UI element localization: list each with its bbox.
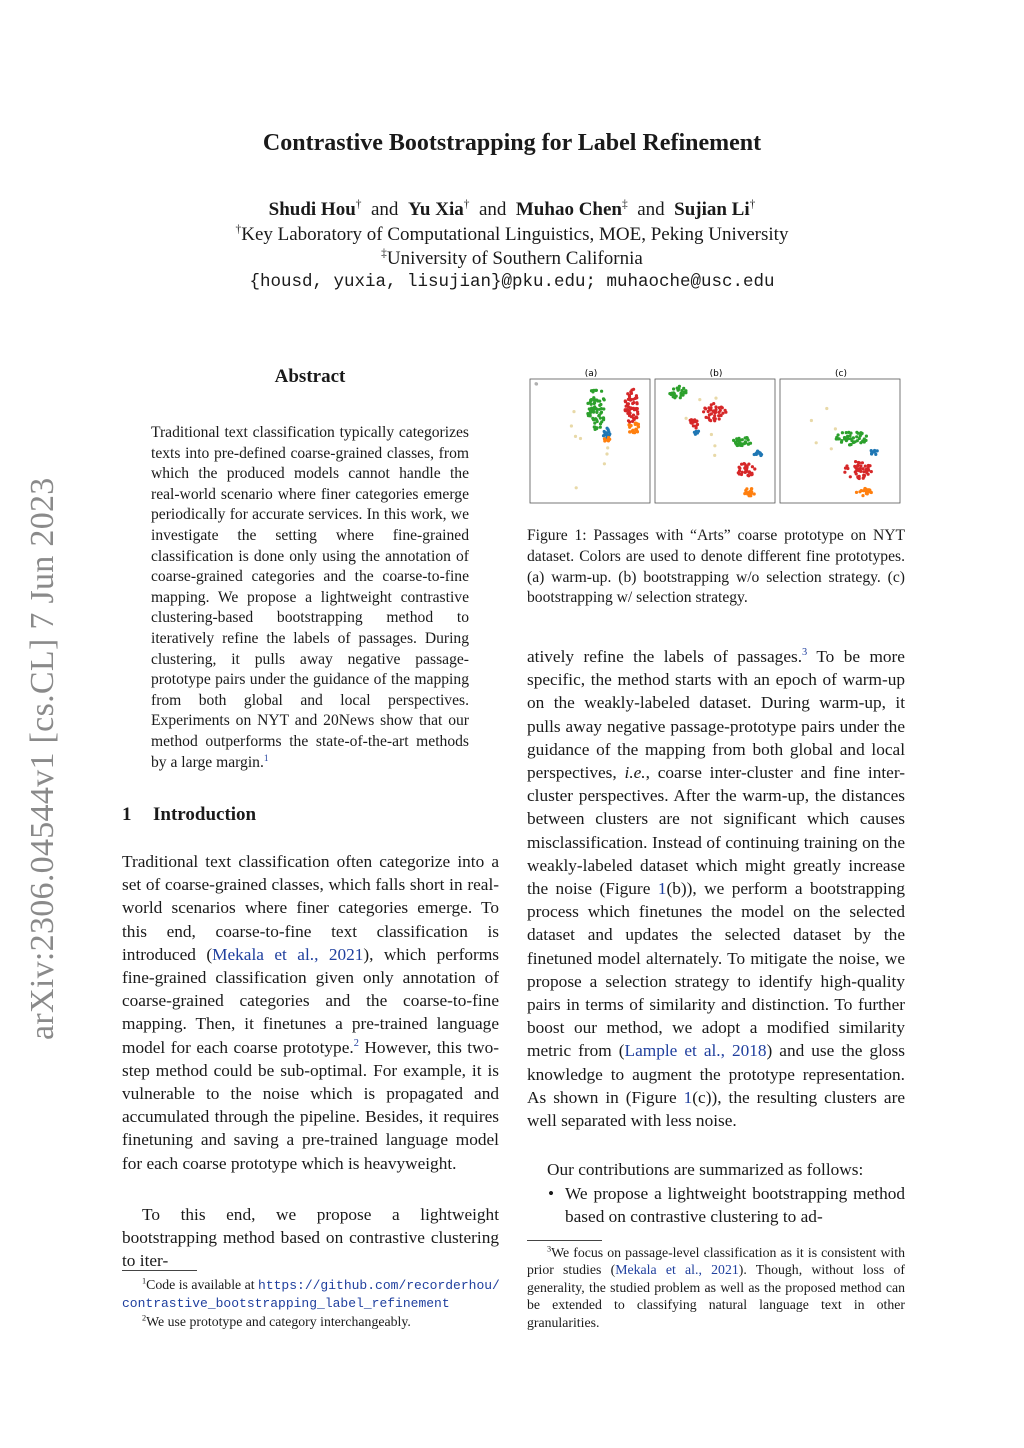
point-red [854,460,857,463]
footnote-divider [122,1270,197,1271]
point-noise [606,446,609,449]
point-green [590,389,593,392]
point-red [709,406,712,409]
point-red [627,398,630,401]
citation-link[interactable]: Lample et al., 2018 [624,1041,767,1061]
point-teal [753,453,756,456]
point-green [599,412,602,415]
point-red [703,407,706,410]
point-red [694,420,697,423]
point-noise [535,382,538,385]
point-red [713,410,716,413]
point-green [592,411,595,414]
point-red [721,412,724,415]
footnote-text: ). Though, without loss of generality, the studied problem as well as the proposed method can be extended to classifying natural language text in other granularities. [527,1262,906,1330]
affiliation-mark: † [235,223,242,236]
point-green [738,439,741,442]
point-green [600,390,603,393]
point-red [631,420,634,423]
point-red [737,471,740,474]
point-green [849,437,852,440]
point-orange [635,422,638,425]
point-green [593,402,596,405]
point-red [744,471,747,474]
point-red [745,464,748,467]
abstract-text: Traditional text classification typically categorizes texts into pre-defined coarse-grained classes, from which the produced models cannot handle the real-world scenario where finer categories emerge periodically for accurate services. In this work, we investigate the setting where fine-grained classification is done only using the annotation of coarse-grained categories and the coarse-to-fine mapping. We propose a lightweight contrastive clustering-based bootstrapping method to iteratively refine the labels of passages. During clustering, it pulls away negative passage-prototype pairs under the guidance of the mapping from both global and local perspectives. Experiments on NYT and 20News show that our method outperforms the state-of-the-art methods by a large margin. [151,424,469,771]
point-red [857,461,860,464]
point-orange [628,430,631,433]
author-separator: and [478,199,507,220]
affiliation-text: Key Laboratory of Computational Linguistics, MOE, Peking University [241,224,789,245]
point-red [635,396,638,399]
affiliation-mark: † [355,198,362,211]
point-green [677,388,680,391]
point-green [684,389,687,392]
point-green [595,399,598,402]
point-noise [603,462,606,465]
author-separator: and [637,199,665,220]
footnote-mark: 2 [142,1313,147,1323]
section-heading [122,804,256,826]
affiliation-text: University of Southern California [386,248,643,269]
point-red [865,471,868,474]
text-run: Traditional text classification often categorize into a set of coarse-grained classes, which falls short in real-world scenarios where finer categories emerge. To this end, coarse-to-fine text classification is introduced ( [122,852,499,964]
point-green [595,407,598,410]
point-teal [870,449,873,452]
point-noise [698,398,701,401]
footnote-mark: 3 [547,1244,552,1254]
point-red [853,465,856,468]
point-red [864,465,867,468]
footnote-ref[interactable]: 1 [263,753,269,764]
affiliation-mark: ‡ [621,198,628,211]
point-red [717,414,720,417]
point-orange [867,488,870,491]
point-green [592,418,595,421]
point-green [595,418,598,421]
affiliation-mark: ‡ [381,247,387,260]
point-green [856,439,859,442]
point-orange [607,439,610,442]
panel-label: (a) [584,369,598,379]
point-orange [603,437,606,440]
point-red [843,471,846,474]
figure-ref-link[interactable]: 1 [657,879,667,899]
author-name: Yu Xia [407,199,464,220]
point-noise [579,437,582,440]
point-teal [756,450,759,453]
author-name: Muhao Chen [515,199,622,220]
point-red [845,464,848,467]
point-red [867,464,870,467]
point-noise [685,417,688,420]
text-run: (b)), we perform a bootstrapping process which finetunes the model on the selected dataset and updates the selected dataset by the finetuned model alternately. To mitigate the noise, we propose a selection strategy to identify high-quality pairs in terms of similarity and distinction. To further boost our method, we adopt a modified similarity metric from ( [527,879,905,1061]
point-orange [634,428,637,431]
footnote [122,1313,502,1330]
point-red [744,468,747,471]
point-green [589,399,592,402]
author-emails: {housd, yuxia, lisujian}@pku.edu; muhaoche@usc.edu [249,272,775,292]
panel-label: (c) [835,369,847,379]
point-teal [607,428,610,431]
point-red [724,409,727,412]
point-green [859,441,862,444]
point-orange [863,487,866,490]
point-green [747,438,750,441]
point-green [850,443,853,446]
contribution-text: We propose a lightweight bootstrapping method based on contrastive clustering to ad- [565,1184,905,1227]
point-orange [630,424,633,427]
point-green [863,440,866,443]
point-green [849,432,852,435]
author-list [0,199,1024,221]
point-green [840,441,843,444]
point-red [708,418,711,421]
point-red [710,403,713,406]
text-run: atively refine the labels of passages. [527,647,803,666]
point-red [635,415,638,418]
point-orange [855,491,858,494]
footnote-text: Code is available at [146,1277,259,1292]
point-noise [575,486,578,489]
point-orange [637,425,640,428]
point-red [628,421,631,424]
point-red [719,409,722,412]
point-red [870,470,873,473]
affiliation-mark: † [463,198,470,211]
point-teal [608,432,611,435]
abstract-heading: Abstract [274,366,346,387]
citation-link[interactable]: Mekala et al., 2021 [212,944,364,964]
point-green [679,396,682,399]
point-green [600,420,603,423]
text-run: , coarse inter-cluster and fine inter-cluster perspectives. After the warm-up, the distances between clusters are not significant which causes misclassification. Instead of continuing training on the weakly-labeled dataset which might greatly increase the noise (Figure [527,763,905,899]
point-green [837,433,840,436]
contributions-intro: Our contributions are summarized as follows: [547,1160,864,1179]
footnote-ref[interactable]: 2 [353,1037,359,1049]
point-noise [830,447,833,450]
point-green [845,431,848,434]
contribution-list-item [548,1182,905,1228]
point-red [635,401,638,404]
point-green [841,431,844,434]
point-teal [874,453,877,456]
point-red [741,471,744,474]
point-noise [574,435,577,438]
point-red [626,392,629,395]
point-red [740,463,743,466]
point-red [862,467,865,470]
text-run: ) and use the gloss knowledge to augment the prototype representation. As shown in (Figure [527,1041,905,1107]
point-green [595,426,598,429]
figure-1-scatter-plots [528,366,904,506]
point-orange [866,492,869,495]
point-green [865,435,868,438]
point-green [741,444,744,447]
citation-link[interactable]: Mekala et al., 2021 [615,1262,739,1278]
point-green [670,393,673,396]
point-teal [694,433,697,436]
point-green [589,408,592,411]
author-name: Sujian Li [674,199,750,220]
point-noise [825,407,828,410]
point-red [863,474,866,477]
point-red [630,389,633,392]
point-green [855,431,858,434]
affiliation-line [0,224,1024,246]
point-green [590,403,593,406]
point-green [586,412,589,415]
bullet-marker: • [548,1184,555,1203]
footnote-divider [527,1240,602,1241]
point-red [691,419,694,422]
point-red [708,413,711,416]
point-orange [748,494,751,497]
point-red [859,470,862,473]
point-noise [810,419,813,422]
point-noise [570,424,573,427]
affiliation-mark: † [749,198,756,211]
point-teal [758,452,761,455]
point-red [714,405,717,408]
point-red [631,402,634,405]
point-red [627,402,630,405]
footnote-text: We use prototype and category interchangeably. [146,1314,411,1329]
text-run: i.e. [624,763,646,783]
point-red [632,398,635,401]
point-green [599,403,602,406]
point-red [624,399,627,402]
point-red [702,410,705,413]
point-red [718,417,721,420]
paper-title: Contrastive Bootstrapping for Label Refinement [262,130,762,156]
point-green [593,422,596,425]
point-red [720,406,723,409]
panel-c-frame [780,379,900,503]
point-red [857,476,860,479]
point-red [629,412,632,415]
point-green [843,437,846,440]
point-green [747,442,750,445]
point-red [633,408,636,411]
text-run: ), which performs fine-grained classification given only annotation of coarse-grained categories and the coarse-to-fine mapping. Then, it finetunes a pre-trained language model for each coarse prototype. [122,944,499,1057]
footnote-mark: 1 [142,1276,147,1286]
intro-paragraph [122,850,499,1175]
point-green [863,437,866,440]
point-red [856,464,859,467]
point-red [855,472,858,475]
point-red [632,414,635,417]
abstract-body [151,423,469,773]
point-green [602,397,605,400]
author-separator: and [371,199,399,220]
point-red [629,406,632,409]
footnote [122,1276,502,1313]
point-red [849,475,852,478]
point-green [744,441,747,444]
point-orange [745,490,748,493]
point-orange [750,487,753,490]
point-red [753,467,756,470]
point-green [597,414,600,417]
point-orange [861,494,864,497]
point-red [751,465,754,468]
point-green [602,407,605,410]
point-red [713,414,716,417]
text-run: (c)), the resulting clusters are well separated with less noise. [527,1087,905,1131]
point-red [747,470,750,473]
point-noise [713,454,716,457]
point-green [672,387,675,390]
figure-caption: Figure 1: Passages with “Arts” coarse prototype on NYT dataset. Colors are used to denote different fine prototypes. (a) warm-up. (b) bootstrapping w/o selection strategy. (c) bootstrapping w/ selection strategy. [527,527,905,607]
panel-label: (b) [709,369,723,379]
point-green [675,395,678,398]
point-red [861,461,864,464]
point-noise [815,441,818,444]
affiliation-line [0,248,1024,270]
section-number: 1 [122,804,132,825]
footnote-ref[interactable]: 3 [802,647,808,659]
point-teal [605,431,608,434]
panel-a-frame [530,379,650,503]
point-green [735,442,738,445]
intro-paragraph: To this end, we propose a lightweight bootstrapping method based on contrastive clustering to iter- [122,1205,499,1271]
point-green [852,441,855,444]
section-title: Introduction [153,804,257,825]
point-red [630,392,633,395]
point-green [586,402,589,405]
point-red [855,469,858,472]
point-green [859,431,862,434]
point-green [599,426,602,429]
point-red [738,467,741,470]
figure-ref-link[interactable]: 1 [683,1087,693,1107]
point-green [680,389,683,392]
author-name: Shudi Hou [268,199,356,220]
point-noise [714,397,717,400]
text-run: However, this two-step method could be sub-optimal. For example, it is vulnerable to the noise which is propagated and accumulated through the pipeline. Besides, it requires finetuning and saving a pre-trained language model for each coarse prototype which is heavyweight. [122,1037,499,1173]
point-noise [834,427,837,430]
code-url-link[interactable]: https://github.com/recorderhou/contrastive_bootstrapping_label_refinement [122,1278,500,1312]
point-red [859,464,862,467]
point-noise [572,410,575,413]
arxiv-identifier: arXiv:2306.04544v1 [cs.CL] 7 Jun 2023 [24,477,61,1040]
point-noise [710,433,713,436]
point-green [855,435,858,438]
intro-paragraph [527,645,905,1132]
footnote [527,1244,905,1331]
point-noise [713,444,716,447]
point-green [735,437,738,440]
footnote-text: We focus on passage-level classification as it is consistent with prior studies ( [527,1245,905,1278]
point-noise [605,452,608,455]
point-red [636,410,639,413]
text-run: To be more specific, the method starts with an epoch of warm-up on the weakly-labeled dataset. During warm-up, it pulls away negative passage-prototype pairs under the guidance of the mapping from both global and local perspectives, [527,647,905,783]
point-orange [753,492,756,495]
point-green [836,437,839,440]
point-red [695,425,698,428]
